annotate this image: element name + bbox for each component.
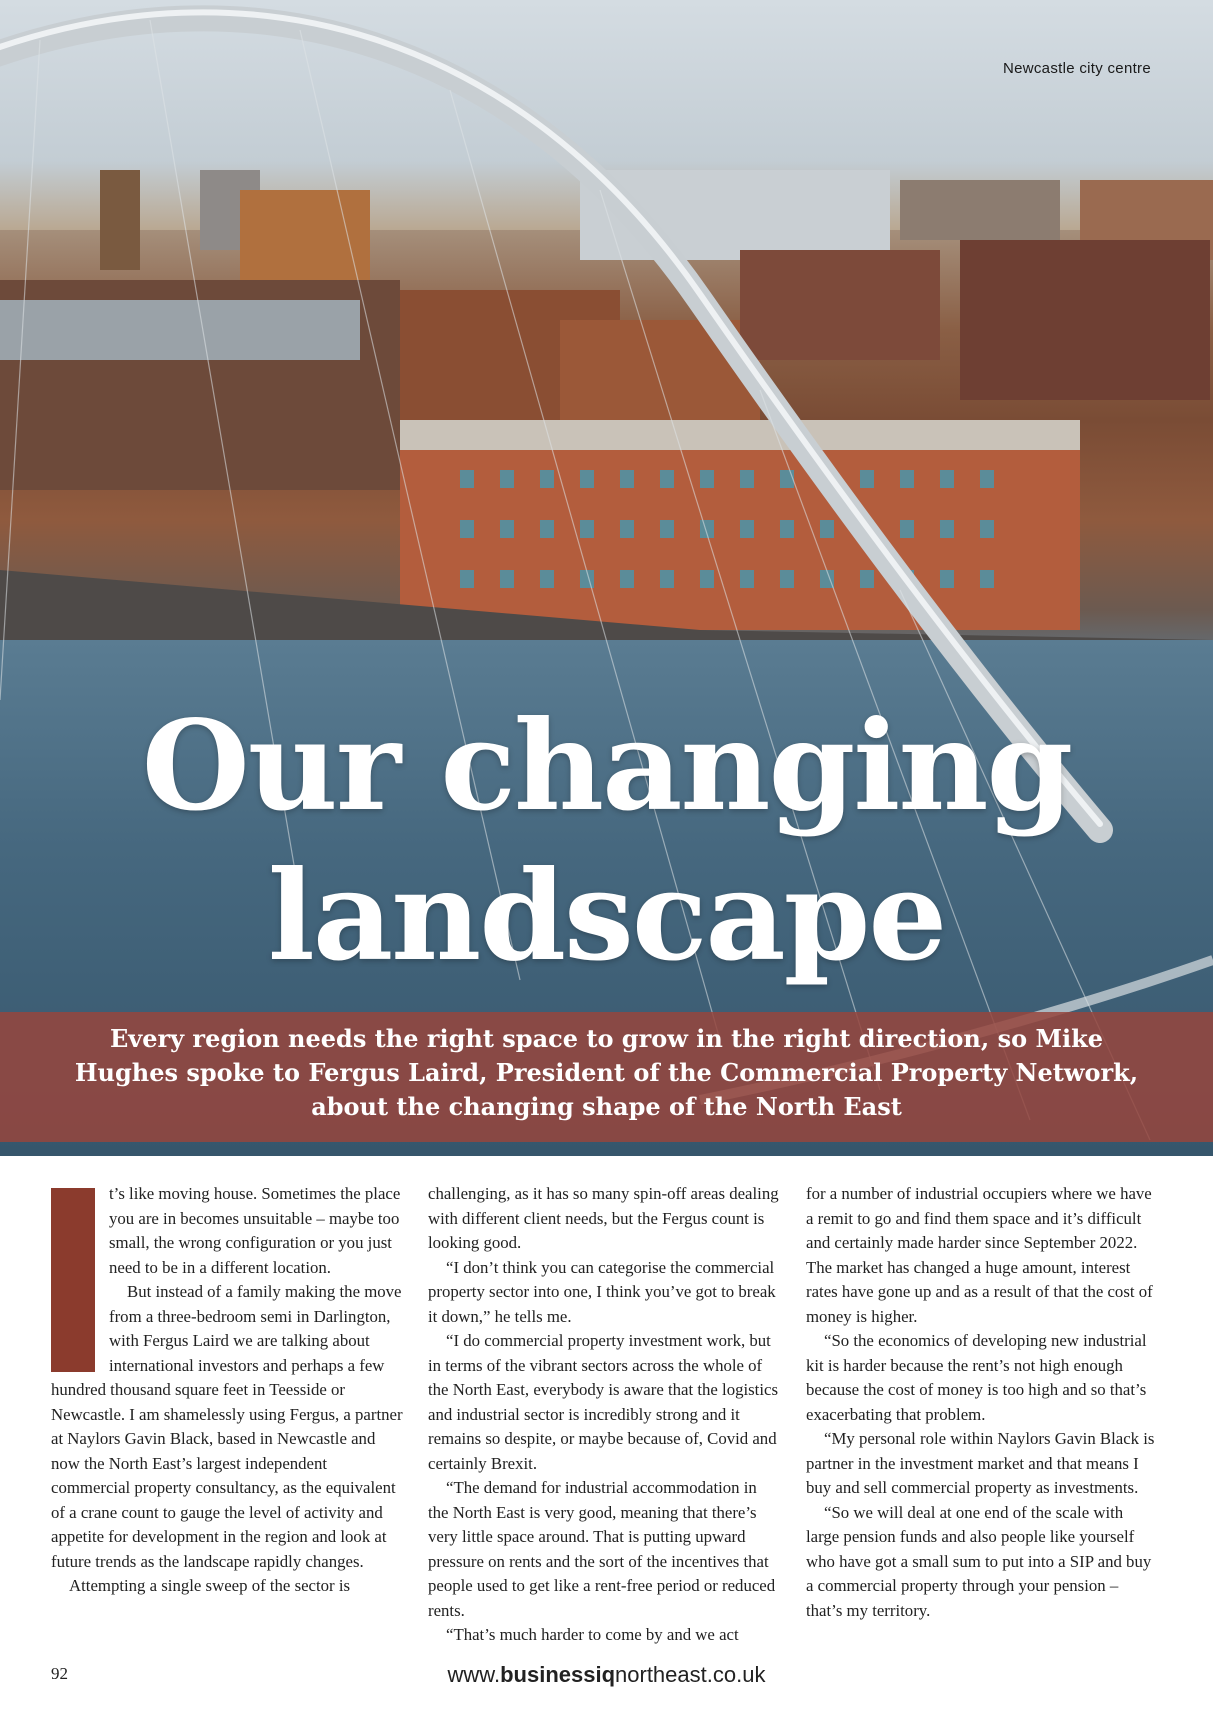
paragraph: Attempting a single sweep of the sector is: [69, 1576, 351, 1595]
photo-caption: Newcastle city centre: [1002, 60, 1151, 77]
paragraph: But instead of a family making the move from a three-bedroom semi in Darlington, with Fergus Laird we are talking about international investors and perhaps a few hundred thousand square feet in Teesside or Newcastle. I am shamelessly using Fergus, a partner at Naylors Gavin Black, based in Newcastle and now the North East’s largest independent commercial property consultancy, as the equivalent of a crane count to gauge the level of activity and appetite for development in the region and look at future trends as the landscape rapidly changes.: [51, 1282, 403, 1571]
paragraph: “So we will deal at one end of the scale with large pension funds and also people like yourself who have got a small sum to put into a SIP and buy a commercial property through your pension – that’s my territory.: [806, 1502, 1152, 1620]
paragraph: “That’s much harder to come by and we act: [446, 1625, 739, 1644]
paragraph: “The demand for industrial accommodation in the North East is very good, meaning that there’s very little space around. That is putting upward pressure on rents and the sort of the incentives that people used to get like a rent-free period or reduced rents.: [428, 1478, 776, 1620]
paragraph: “I don’t think you can categorise the commercial property sector into one, I think you’ve got to break it down,” he tells me.: [428, 1257, 776, 1326]
url-prefix: www.: [447, 1662, 501, 1687]
url-suffix: northeast.co.uk: [615, 1662, 766, 1687]
paragraph: “I do commercial property investment work, but in terms of the vibrant sectors across the whole of the North East, everybody is aware that the logistics and industrial sector is incredibly strong and it remains so despite, or maybe because of, Covid and certainly Brexit.: [428, 1331, 778, 1473]
body-column-1: [51, 1182, 406, 1599]
body-column-2: [428, 1182, 780, 1648]
headline-line-1: Our changing: [141, 694, 1072, 839]
paragraph: for a number of industrial occupiers where we have a remit to go and find them space and it’s difficult and certainly made harder since September 2022. The market has changed a huge amount, interest rates have gone up and as a result of that the cost of money is higher.: [806, 1184, 1153, 1326]
paragraph: t’s like moving house. Sometimes the place you are in becomes unsuitable – maybe too small, the wrong configuration or you just need to be in a different location.: [109, 1184, 401, 1277]
url-bold: businessiq: [500, 1662, 616, 1687]
paragraph: challenging, as it has so many spin-off areas dealing with different client needs, but the Fergus count is looking good.: [428, 1184, 779, 1252]
standfirst: Every region needs the right space to grow in the right direction, so Mike Hughes spoke to Fergus Laird, President of the Commercial Property Network, about the changing shape of the North East: [74, 1024, 1139, 1121]
headline-line-2: landscape: [267, 844, 946, 989]
paragraph: “So the economics of developing new industrial kit is harder because the rent’s not high enough because the cost of money is too high and so that’s exacerbating that problem.: [806, 1331, 1147, 1424]
drop-cap-block: [51, 1188, 95, 1372]
body-column-3: [806, 1182, 1158, 1623]
footer-url[interactable]: [0, 1662, 1213, 1688]
paragraph: “My personal role within Naylors Gavin Black is partner in the investment market and that means I buy and sell commercial property as investments.: [806, 1429, 1155, 1497]
page-number: 92: [51, 1664, 68, 1683]
